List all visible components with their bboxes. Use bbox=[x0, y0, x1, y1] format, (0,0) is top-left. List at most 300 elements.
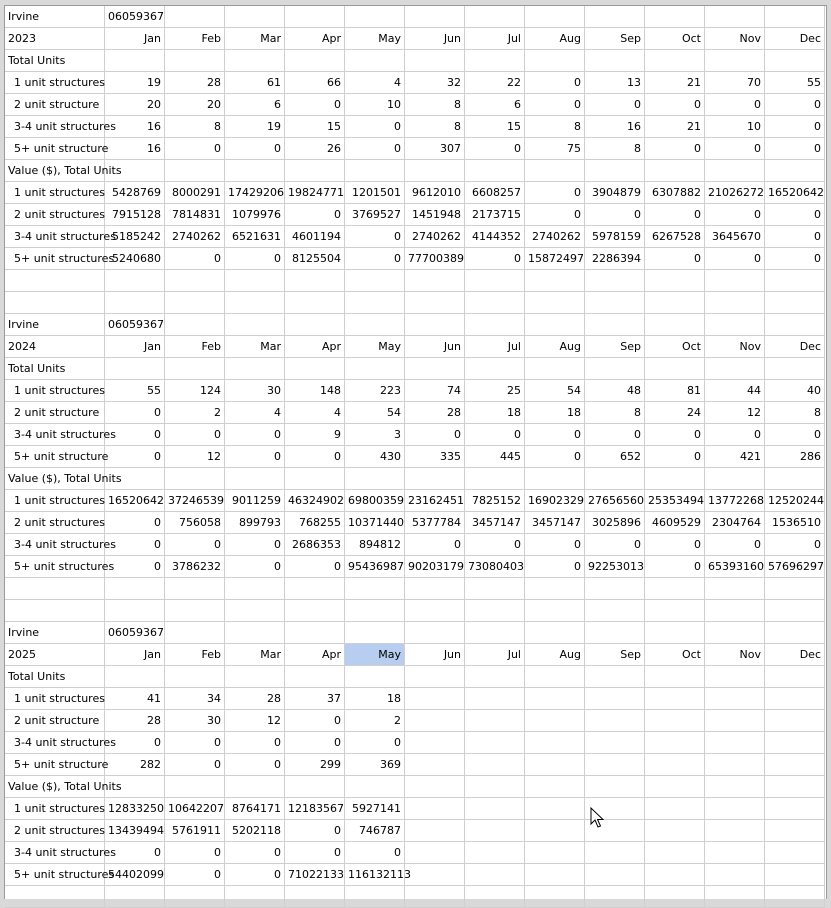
value-cell[interactable] bbox=[405, 842, 465, 864]
year-cell[interactable]: 2025 bbox=[5, 644, 105, 666]
value-cell[interactable]: 6 bbox=[225, 94, 285, 116]
empty-cell[interactable] bbox=[345, 600, 405, 622]
value-cell[interactable]: 0 bbox=[525, 182, 585, 204]
value-cell[interactable]: 8 bbox=[585, 138, 645, 160]
empty-cell[interactable] bbox=[645, 160, 705, 182]
value-cell[interactable]: 19 bbox=[105, 72, 165, 94]
value-cell[interactable]: 18 bbox=[345, 688, 405, 710]
value-cell[interactable]: 73080403 bbox=[465, 556, 525, 578]
value-cell[interactable]: 0 bbox=[285, 820, 345, 842]
empty-cell[interactable] bbox=[285, 50, 345, 72]
empty-cell[interactable] bbox=[585, 50, 645, 72]
empty-cell[interactable] bbox=[285, 578, 345, 600]
empty-cell[interactable] bbox=[465, 292, 525, 314]
empty-cell[interactable] bbox=[225, 6, 285, 28]
value-cell[interactable]: 894812 bbox=[345, 534, 405, 556]
value-cell[interactable]: 0 bbox=[345, 842, 405, 864]
empty-cell[interactable] bbox=[585, 578, 645, 600]
section-label-total-units[interactable]: Total Units bbox=[5, 50, 105, 72]
empty-cell[interactable] bbox=[705, 314, 765, 336]
value-cell[interactable]: 66 bbox=[285, 72, 345, 94]
row-label[interactable]: 5+ unit structure bbox=[5, 138, 105, 160]
empty-cell[interactable] bbox=[405, 358, 465, 380]
value-cell[interactable]: 9 bbox=[285, 424, 345, 446]
month-header-feb[interactable]: Feb bbox=[165, 336, 225, 358]
month-header-oct[interactable]: Oct bbox=[645, 28, 705, 50]
value-cell[interactable]: 8 bbox=[525, 116, 585, 138]
empty-cell[interactable] bbox=[165, 666, 225, 688]
row-label[interactable]: 2 unit structure bbox=[5, 710, 105, 732]
empty-cell[interactable] bbox=[225, 468, 285, 490]
empty-cell[interactable] bbox=[165, 578, 225, 600]
value-cell[interactable] bbox=[705, 820, 765, 842]
value-cell[interactable]: 3769527 bbox=[345, 204, 405, 226]
value-cell[interactable] bbox=[465, 864, 525, 886]
value-cell[interactable]: 0 bbox=[525, 534, 585, 556]
value-cell[interactable]: 0 bbox=[165, 138, 225, 160]
value-cell[interactable]: 0 bbox=[525, 94, 585, 116]
value-cell[interactable]: 0 bbox=[225, 754, 285, 776]
value-cell[interactable]: 24 bbox=[645, 402, 705, 424]
empty-cell[interactable] bbox=[525, 160, 585, 182]
empty-cell[interactable] bbox=[705, 468, 765, 490]
empty-cell[interactable] bbox=[765, 160, 825, 182]
empty-cell[interactable] bbox=[405, 600, 465, 622]
value-cell[interactable]: 77700389 bbox=[405, 248, 465, 270]
empty-cell[interactable] bbox=[5, 600, 105, 622]
empty-cell[interactable] bbox=[705, 50, 765, 72]
value-cell[interactable]: 25 bbox=[465, 380, 525, 402]
value-cell[interactable]: 5185242 bbox=[105, 226, 165, 248]
row-label[interactable]: 1 unit structures bbox=[5, 688, 105, 710]
value-cell[interactable]: 30 bbox=[225, 380, 285, 402]
empty-cell[interactable] bbox=[345, 292, 405, 314]
empty-cell[interactable] bbox=[285, 270, 345, 292]
value-cell[interactable] bbox=[525, 754, 585, 776]
empty-cell[interactable] bbox=[345, 50, 405, 72]
value-cell[interactable]: 0 bbox=[705, 204, 765, 226]
empty-cell[interactable] bbox=[105, 270, 165, 292]
month-header-may[interactable]: May bbox=[345, 644, 405, 666]
empty-cell[interactable] bbox=[525, 6, 585, 28]
empty-cell[interactable] bbox=[645, 358, 705, 380]
value-cell[interactable] bbox=[765, 820, 825, 842]
value-cell[interactable]: 6267528 bbox=[645, 226, 705, 248]
value-cell[interactable]: 0 bbox=[165, 248, 225, 270]
value-cell[interactable]: 28 bbox=[105, 710, 165, 732]
empty-cell[interactable] bbox=[345, 622, 405, 644]
section-label-value[interactable]: Value ($), Total Units bbox=[5, 160, 105, 182]
place-name-cell[interactable]: Irvine bbox=[5, 314, 105, 336]
empty-cell[interactable] bbox=[585, 666, 645, 688]
empty-cell[interactable] bbox=[465, 50, 525, 72]
empty-cell[interactable] bbox=[705, 6, 765, 28]
value-cell[interactable]: 0 bbox=[705, 534, 765, 556]
empty-cell[interactable] bbox=[465, 468, 525, 490]
empty-cell[interactable] bbox=[105, 50, 165, 72]
value-cell[interactable] bbox=[645, 710, 705, 732]
row-label[interactable]: 2 unit structures bbox=[5, 204, 105, 226]
value-cell[interactable]: 5978159 bbox=[585, 226, 645, 248]
value-cell[interactable]: 10 bbox=[705, 116, 765, 138]
value-cell[interactable]: 16 bbox=[105, 116, 165, 138]
empty-cell[interactable] bbox=[585, 160, 645, 182]
value-cell[interactable]: 0 bbox=[285, 710, 345, 732]
value-cell[interactable]: 0 bbox=[165, 732, 225, 754]
row-label[interactable]: 3-4 unit structures bbox=[5, 116, 105, 138]
section-label-value[interactable]: Value ($), Total Units bbox=[5, 468, 105, 490]
value-cell[interactable]: 0 bbox=[525, 446, 585, 468]
value-cell[interactable] bbox=[765, 754, 825, 776]
value-cell[interactable]: 7825152 bbox=[465, 490, 525, 512]
value-cell[interactable]: 46324902 bbox=[285, 490, 345, 512]
empty-cell[interactable] bbox=[285, 776, 345, 798]
value-cell[interactable]: 28 bbox=[405, 402, 465, 424]
value-cell[interactable]: 2 bbox=[165, 402, 225, 424]
empty-cell[interactable] bbox=[705, 270, 765, 292]
value-cell[interactable]: 0 bbox=[765, 534, 825, 556]
value-cell[interactable]: 421 bbox=[705, 446, 765, 468]
value-cell[interactable]: 0 bbox=[105, 732, 165, 754]
value-cell[interactable]: 92253013 bbox=[585, 556, 645, 578]
value-cell[interactable]: 15872497 bbox=[525, 248, 585, 270]
value-cell[interactable] bbox=[765, 842, 825, 864]
empty-cell[interactable] bbox=[645, 622, 705, 644]
value-cell[interactable]: 13772268 bbox=[705, 490, 765, 512]
value-cell[interactable]: 8 bbox=[405, 94, 465, 116]
empty-cell[interactable] bbox=[5, 292, 105, 314]
value-cell[interactable] bbox=[465, 820, 525, 842]
empty-cell[interactable] bbox=[105, 666, 165, 688]
value-cell[interactable]: 2286394 bbox=[585, 248, 645, 270]
value-cell[interactable]: 116132113 bbox=[345, 864, 405, 886]
value-cell[interactable]: 0 bbox=[225, 864, 285, 886]
place-code-cell[interactable]: 06059367 bbox=[105, 314, 165, 336]
value-cell[interactable] bbox=[765, 710, 825, 732]
month-header-may[interactable]: May bbox=[345, 336, 405, 358]
value-cell[interactable] bbox=[645, 820, 705, 842]
empty-cell[interactable] bbox=[225, 776, 285, 798]
month-header-jan[interactable]: Jan bbox=[105, 28, 165, 50]
value-cell[interactable]: 0 bbox=[105, 402, 165, 424]
value-cell[interactable] bbox=[765, 688, 825, 710]
empty-cell[interactable] bbox=[585, 600, 645, 622]
empty-cell[interactable] bbox=[285, 292, 345, 314]
empty-cell[interactable] bbox=[525, 886, 585, 908]
empty-cell[interactable] bbox=[405, 292, 465, 314]
row-label[interactable]: 3-4 unit structures bbox=[5, 732, 105, 754]
row-label[interactable]: 5+ unit structures bbox=[5, 864, 105, 886]
value-cell[interactable]: 0 bbox=[105, 534, 165, 556]
value-cell[interactable]: 5761911 bbox=[165, 820, 225, 842]
value-cell[interactable] bbox=[585, 864, 645, 886]
value-cell[interactable]: 0 bbox=[105, 512, 165, 534]
value-cell[interactable]: 55 bbox=[765, 72, 825, 94]
empty-cell[interactable] bbox=[285, 622, 345, 644]
empty-cell[interactable] bbox=[345, 6, 405, 28]
empty-cell[interactable] bbox=[405, 666, 465, 688]
month-header-jan[interactable]: Jan bbox=[105, 644, 165, 666]
value-cell[interactable] bbox=[405, 710, 465, 732]
value-cell[interactable]: 282 bbox=[105, 754, 165, 776]
empty-cell[interactable] bbox=[765, 50, 825, 72]
value-cell[interactable]: 0 bbox=[105, 842, 165, 864]
value-cell[interactable] bbox=[585, 688, 645, 710]
value-cell[interactable]: 2304764 bbox=[705, 512, 765, 534]
value-cell[interactable]: 15 bbox=[465, 116, 525, 138]
value-cell[interactable]: 148 bbox=[285, 380, 345, 402]
empty-cell[interactable] bbox=[105, 776, 165, 798]
month-header-dec[interactable]: Dec bbox=[765, 336, 825, 358]
empty-cell[interactable] bbox=[105, 292, 165, 314]
value-cell[interactable]: 0 bbox=[705, 248, 765, 270]
place-code-cell[interactable]: 06059367 bbox=[105, 6, 165, 28]
value-cell[interactable]: 16 bbox=[105, 138, 165, 160]
value-cell[interactable]: 21026272 bbox=[705, 182, 765, 204]
month-header-nov[interactable]: Nov bbox=[705, 644, 765, 666]
empty-cell[interactable] bbox=[405, 270, 465, 292]
value-cell[interactable]: 2740262 bbox=[525, 226, 585, 248]
empty-cell[interactable] bbox=[405, 50, 465, 72]
empty-cell[interactable] bbox=[465, 160, 525, 182]
value-cell[interactable] bbox=[405, 864, 465, 886]
place-code-cell[interactable]: 06059367 bbox=[105, 622, 165, 644]
value-cell[interactable] bbox=[525, 864, 585, 886]
empty-cell[interactable] bbox=[645, 270, 705, 292]
empty-cell[interactable] bbox=[645, 292, 705, 314]
value-cell[interactable]: 8 bbox=[765, 402, 825, 424]
value-cell[interactable]: 8764171 bbox=[225, 798, 285, 820]
empty-cell[interactable] bbox=[285, 358, 345, 380]
value-cell[interactable]: 0 bbox=[645, 556, 705, 578]
value-cell[interactable]: 23162451 bbox=[405, 490, 465, 512]
value-cell[interactable]: 6608257 bbox=[465, 182, 525, 204]
value-cell[interactable]: 746787 bbox=[345, 820, 405, 842]
value-cell[interactable]: 0 bbox=[645, 248, 705, 270]
value-cell[interactable]: 4609529 bbox=[645, 512, 705, 534]
value-cell[interactable]: 54 bbox=[345, 402, 405, 424]
value-cell[interactable]: 0 bbox=[525, 204, 585, 226]
empty-cell[interactable] bbox=[225, 270, 285, 292]
empty-cell[interactable] bbox=[105, 358, 165, 380]
value-cell[interactable]: 0 bbox=[345, 248, 405, 270]
value-cell[interactable]: 48 bbox=[585, 380, 645, 402]
empty-cell[interactable] bbox=[765, 600, 825, 622]
value-cell[interactable]: 40 bbox=[765, 380, 825, 402]
value-cell[interactable]: 899793 bbox=[225, 512, 285, 534]
empty-cell[interactable] bbox=[165, 358, 225, 380]
empty-cell[interactable] bbox=[525, 270, 585, 292]
value-cell[interactable]: 0 bbox=[285, 446, 345, 468]
empty-cell[interactable] bbox=[405, 314, 465, 336]
empty-cell[interactable] bbox=[5, 886, 105, 908]
value-cell[interactable]: 0 bbox=[585, 424, 645, 446]
month-header-nov[interactable]: Nov bbox=[705, 336, 765, 358]
value-cell[interactable] bbox=[705, 710, 765, 732]
value-cell[interactable]: 3 bbox=[345, 424, 405, 446]
month-header-jul[interactable]: Jul bbox=[465, 336, 525, 358]
month-header-jun[interactable]: Jun bbox=[405, 28, 465, 50]
value-cell[interactable]: 16902329 bbox=[525, 490, 585, 512]
row-label[interactable]: 2 unit structures bbox=[5, 820, 105, 842]
value-cell[interactable]: 768255 bbox=[285, 512, 345, 534]
value-cell[interactable]: 44 bbox=[705, 380, 765, 402]
empty-cell[interactable] bbox=[165, 292, 225, 314]
empty-cell[interactable] bbox=[645, 314, 705, 336]
value-cell[interactable]: 0 bbox=[465, 138, 525, 160]
empty-cell[interactable] bbox=[285, 314, 345, 336]
empty-cell[interactable] bbox=[165, 6, 225, 28]
value-cell[interactable]: 0 bbox=[225, 556, 285, 578]
value-cell[interactable]: 5428769 bbox=[105, 182, 165, 204]
value-cell[interactable]: 1536510 bbox=[765, 512, 825, 534]
month-header-feb[interactable]: Feb bbox=[165, 644, 225, 666]
empty-cell[interactable] bbox=[225, 358, 285, 380]
month-header-jul[interactable]: Jul bbox=[465, 28, 525, 50]
value-cell[interactable]: 12183567 bbox=[285, 798, 345, 820]
value-cell[interactable]: 0 bbox=[705, 94, 765, 116]
empty-cell[interactable] bbox=[765, 666, 825, 688]
value-cell[interactable]: 0 bbox=[225, 138, 285, 160]
value-cell[interactable]: 0 bbox=[285, 94, 345, 116]
empty-cell[interactable] bbox=[225, 666, 285, 688]
empty-cell[interactable] bbox=[525, 666, 585, 688]
value-cell[interactable]: 70 bbox=[705, 72, 765, 94]
value-cell[interactable]: 5927141 bbox=[345, 798, 405, 820]
value-cell[interactable] bbox=[645, 754, 705, 776]
empty-cell[interactable] bbox=[525, 358, 585, 380]
value-cell[interactable]: 20 bbox=[165, 94, 225, 116]
place-name-cell[interactable]: Irvine bbox=[5, 6, 105, 28]
value-cell[interactable]: 8 bbox=[585, 402, 645, 424]
value-cell[interactable]: 2173715 bbox=[465, 204, 525, 226]
value-cell[interactable]: 4601194 bbox=[285, 226, 345, 248]
value-cell[interactable]: 0 bbox=[645, 204, 705, 226]
value-cell[interactable]: 21 bbox=[645, 116, 705, 138]
month-header-apr[interactable]: Apr bbox=[285, 644, 345, 666]
value-cell[interactable] bbox=[705, 688, 765, 710]
value-cell[interactable]: 18 bbox=[525, 402, 585, 424]
value-cell[interactable]: 8000291 bbox=[165, 182, 225, 204]
empty-cell[interactable] bbox=[405, 776, 465, 798]
empty-cell[interactable] bbox=[465, 6, 525, 28]
empty-cell[interactable] bbox=[225, 578, 285, 600]
empty-cell[interactable] bbox=[285, 886, 345, 908]
value-cell[interactable]: 55 bbox=[105, 380, 165, 402]
empty-cell[interactable] bbox=[765, 886, 825, 908]
value-cell[interactable] bbox=[705, 842, 765, 864]
value-cell[interactable]: 30 bbox=[165, 710, 225, 732]
empty-cell[interactable] bbox=[5, 270, 105, 292]
value-cell[interactable] bbox=[465, 710, 525, 732]
month-header-aug[interactable]: Aug bbox=[525, 644, 585, 666]
empty-cell[interactable] bbox=[345, 578, 405, 600]
value-cell[interactable] bbox=[525, 842, 585, 864]
empty-cell[interactable] bbox=[585, 314, 645, 336]
empty-cell[interactable] bbox=[525, 600, 585, 622]
empty-cell[interactable] bbox=[405, 578, 465, 600]
empty-cell[interactable] bbox=[405, 160, 465, 182]
empty-cell[interactable] bbox=[765, 776, 825, 798]
value-cell[interactable]: 4 bbox=[225, 402, 285, 424]
year-cell[interactable]: 2024 bbox=[5, 336, 105, 358]
value-cell[interactable]: 0 bbox=[765, 424, 825, 446]
empty-cell[interactable] bbox=[645, 776, 705, 798]
month-header-dec[interactable]: Dec bbox=[765, 28, 825, 50]
month-header-mar[interactable]: Mar bbox=[225, 336, 285, 358]
value-cell[interactable]: 3457147 bbox=[525, 512, 585, 534]
value-cell[interactable]: 0 bbox=[585, 534, 645, 556]
value-cell[interactable] bbox=[705, 798, 765, 820]
value-cell[interactable]: 2 bbox=[345, 710, 405, 732]
empty-cell[interactable] bbox=[525, 292, 585, 314]
empty-cell[interactable] bbox=[645, 666, 705, 688]
value-cell[interactable] bbox=[765, 732, 825, 754]
empty-cell[interactable] bbox=[165, 776, 225, 798]
empty-cell[interactable] bbox=[165, 270, 225, 292]
value-cell[interactable]: 5377784 bbox=[405, 512, 465, 534]
empty-cell[interactable] bbox=[465, 776, 525, 798]
empty-cell[interactable] bbox=[525, 578, 585, 600]
value-cell[interactable] bbox=[465, 842, 525, 864]
value-cell[interactable] bbox=[765, 864, 825, 886]
value-cell[interactable]: 95436987 bbox=[345, 556, 405, 578]
value-cell[interactable]: 335 bbox=[405, 446, 465, 468]
row-label[interactable]: 1 unit structures bbox=[5, 72, 105, 94]
empty-cell[interactable] bbox=[345, 468, 405, 490]
value-cell[interactable]: 7915128 bbox=[105, 204, 165, 226]
value-cell[interactable] bbox=[645, 798, 705, 820]
value-cell[interactable]: 0 bbox=[345, 226, 405, 248]
month-header-jan[interactable]: Jan bbox=[105, 336, 165, 358]
value-cell[interactable]: 652 bbox=[585, 446, 645, 468]
value-cell[interactable]: 0 bbox=[765, 116, 825, 138]
value-cell[interactable]: 27656560 bbox=[585, 490, 645, 512]
empty-cell[interactable] bbox=[585, 292, 645, 314]
value-cell[interactable]: 16520642 bbox=[765, 182, 825, 204]
empty-cell[interactable] bbox=[165, 468, 225, 490]
value-cell[interactable]: 0 bbox=[585, 94, 645, 116]
value-cell[interactable]: 124 bbox=[165, 380, 225, 402]
value-cell[interactable]: 0 bbox=[285, 204, 345, 226]
value-cell[interactable]: 0 bbox=[645, 138, 705, 160]
value-cell[interactable]: 0 bbox=[645, 94, 705, 116]
empty-cell[interactable] bbox=[465, 666, 525, 688]
empty-cell[interactable] bbox=[705, 666, 765, 688]
empty-cell[interactable] bbox=[285, 6, 345, 28]
value-cell[interactable]: 0 bbox=[585, 204, 645, 226]
value-cell[interactable] bbox=[525, 710, 585, 732]
month-header-apr[interactable]: Apr bbox=[285, 336, 345, 358]
value-cell[interactable]: 25353494 bbox=[645, 490, 705, 512]
value-cell[interactable]: 10 bbox=[345, 94, 405, 116]
empty-cell[interactable] bbox=[525, 50, 585, 72]
value-cell[interactable]: 8 bbox=[405, 116, 465, 138]
empty-cell[interactable] bbox=[585, 468, 645, 490]
value-cell[interactable]: 7814831 bbox=[165, 204, 225, 226]
value-cell[interactable]: 0 bbox=[225, 732, 285, 754]
value-cell[interactable]: 8125504 bbox=[285, 248, 345, 270]
value-cell[interactable] bbox=[405, 820, 465, 842]
month-header-oct[interactable]: Oct bbox=[645, 644, 705, 666]
empty-cell[interactable] bbox=[525, 314, 585, 336]
value-cell[interactable]: 5240680 bbox=[105, 248, 165, 270]
empty-cell[interactable] bbox=[285, 666, 345, 688]
value-cell[interactable]: 3645670 bbox=[705, 226, 765, 248]
value-cell[interactable]: 13 bbox=[585, 72, 645, 94]
value-cell[interactable] bbox=[765, 798, 825, 820]
value-cell[interactable] bbox=[645, 864, 705, 886]
